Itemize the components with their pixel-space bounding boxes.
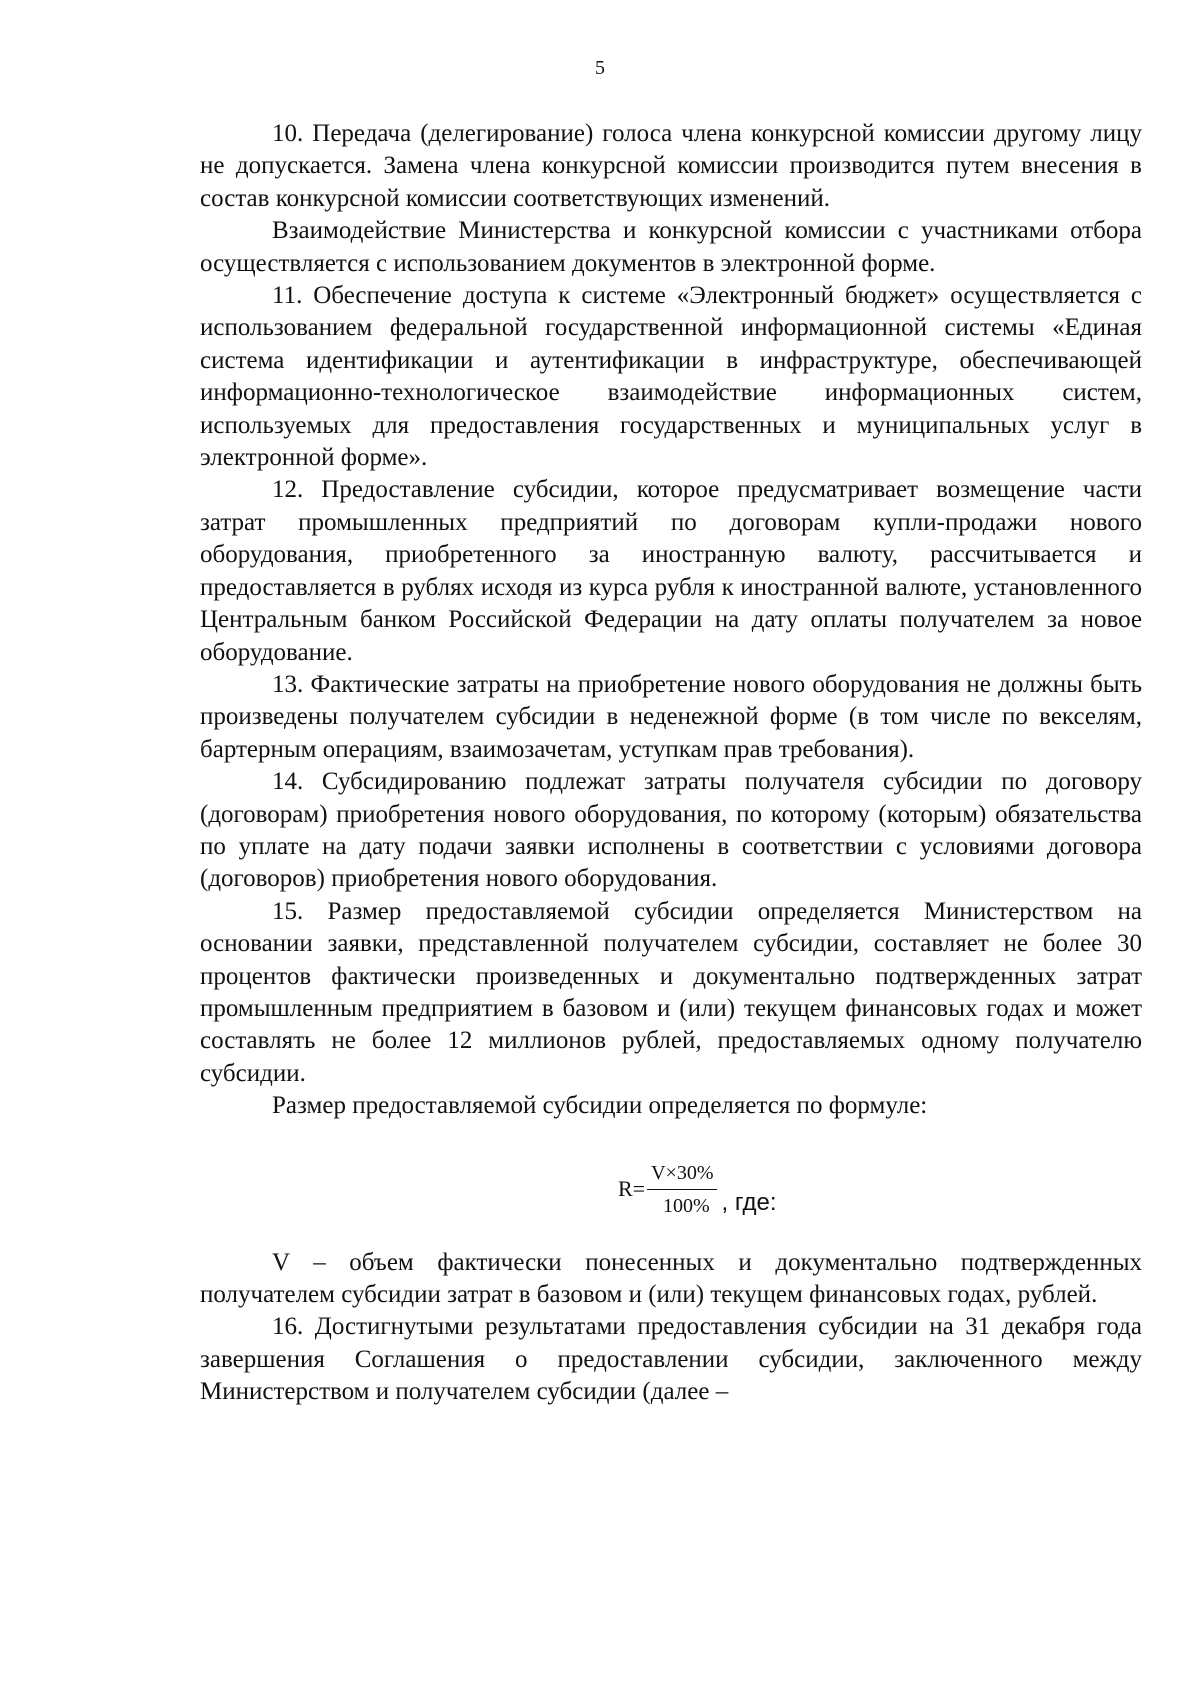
paragraph-15: 15. Размер предоставляемой субсидии определяется Министерством на основании заявки, представленной получателем субсидии, составляет не более 30 процентов фактически произведенных и документально подтвержденных затрат промышленным предприятием в базовом и (или) текущем финансовых годах и может составлять не более 12 миллионов рублей, предоставляемых одному получателю субсидии. xyxy=(200,897,1142,1087)
paragraph-v-definition: V – объем фактически понесенных и документально подтвержденных получателем субсидии затрат в базовом и (или) текущем финансовых годах, рублей. xyxy=(200,1248,1142,1308)
formula-lhs: R= xyxy=(618,1176,646,1202)
paragraph-13: 13. Фактические затраты на приобретение нового оборудования не должны быть произведены получателем субсидии в неденежной форме (в том числе по векселям, бартерным операциям, взаимозачетам, уступкам прав требования). xyxy=(200,670,1142,763)
formula-denominator: 100% xyxy=(662,1195,710,1218)
paragraph-formula-intro: Размер предоставляемой субсидии определяется по формуле: xyxy=(272,1092,928,1120)
paragraph-11: 11. Обеспечение доступа к системе «Электронный бюджет» осуществляется с использованием федеральной государственной информационной системы «Единая система идентификации и аутентификации в инфраструктуре, обеспечивающей информационно-технологическое взаимодействие информационных систем, используемых для предоставления государственных и муниципальных услуг в электронной форме». xyxy=(200,282,1142,472)
paragraph-16: 16. Достигнутыми результатами предоставления субсидии на 31 декабря года завершения Соглашения о предоставлении субсидии, заключенного между Министерством и получателем субсидии (далее – xyxy=(200,1313,1142,1406)
paragraph-12: 12. Предоставление субсидии, которое предусматривает возмещение части затрат промышленных предприятий по договорам купли-продажи нового оборудования, приобретенного за иностранную валюту, рассчитывается и предоставляется в рублях исходя из курса рубля к иностранной валюте, установленного Центральным банком Российской Федерации на дату оплаты получателем за новое оборудование. xyxy=(200,476,1142,666)
formula-fraction xyxy=(647,1159,717,1220)
page-number: 5 xyxy=(595,57,605,79)
formula-tail: , где: xyxy=(721,1189,777,1217)
paragraph-10: 10. Передача (делегирование) голоса члена конкурсной комиссии другому лицу не допускается. Замена члена конкурсной комиссии производится путем внесения в состав конкурсной комиссии соответствующих изменений. xyxy=(200,120,1142,212)
paragraph-14: 14. Субсидированию подлежат затраты получателя субсидии по договору (договорам) приобретения нового оборудования, по которому (которым) обязательства по уплате на дату подачи заявки исполнены в соответствии с условиями договора (договоров) приобретения нового оборудования. xyxy=(200,768,1142,893)
paragraph-interaction: Взаимодействие Министерства и конкурсной комиссии с участниками отбора осуществляется с использованием документов в электронной форме. xyxy=(200,217,1142,277)
document-body xyxy=(200,118,1142,1409)
subsidy-formula xyxy=(200,1151,1142,1229)
formula-numerator: V×30% xyxy=(647,1159,717,1190)
